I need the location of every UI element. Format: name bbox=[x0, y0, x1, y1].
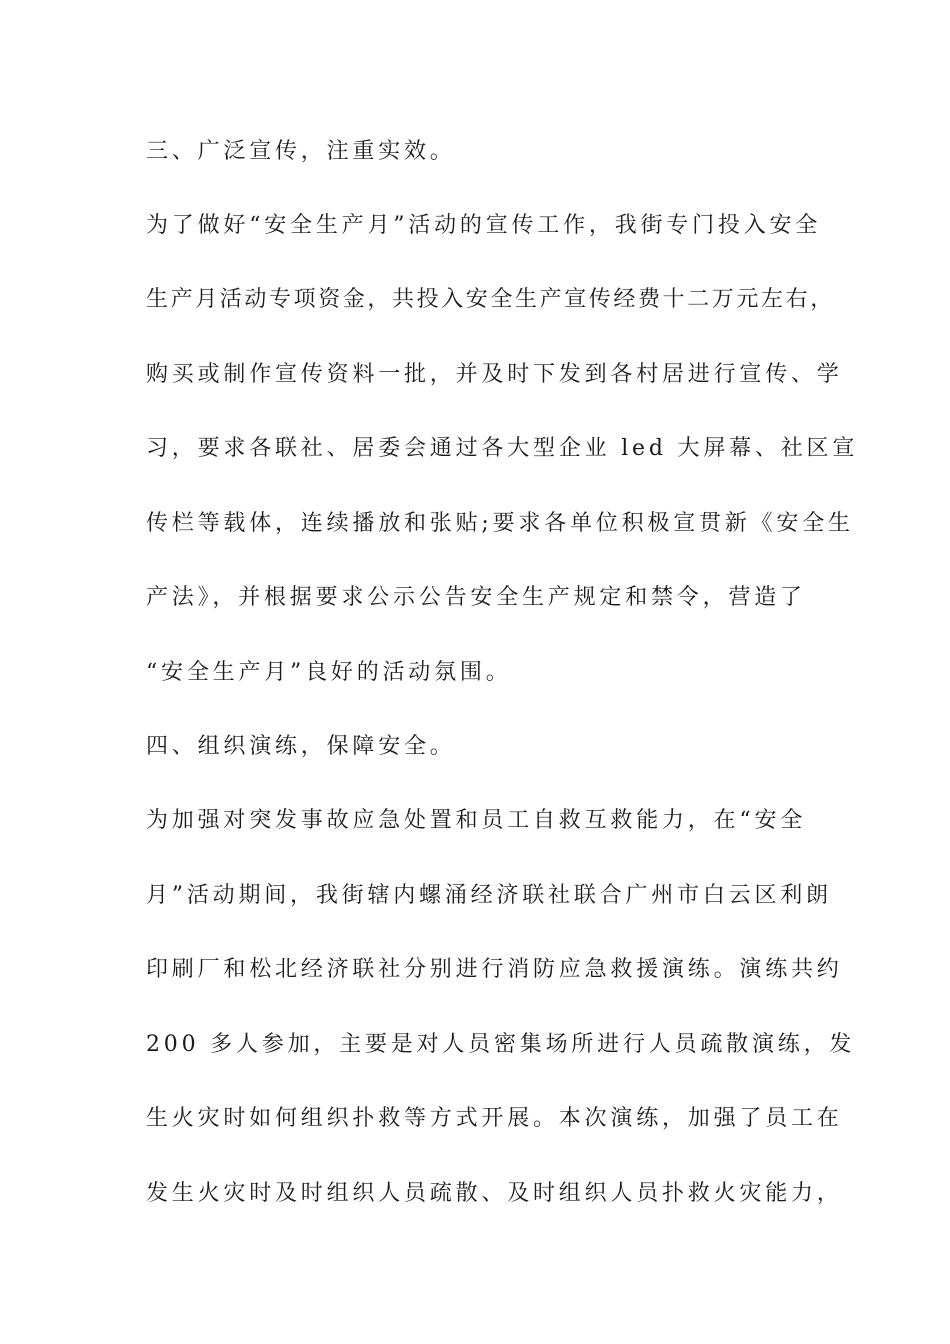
paragraph-line: 购买或制作宣传资料一批，并及时下发到各村居进行宣传、学 bbox=[146, 362, 843, 387]
paragraph-line: 为加强对突发事故应急处置和员工自救互救能力，在“安全 bbox=[146, 808, 807, 833]
paragraph-line: “安全生产月”良好的活动氛围。 bbox=[146, 660, 512, 685]
section-heading-drills: 四、组织演练，保障安全。 bbox=[146, 734, 456, 759]
paragraph-line: 产法》，并根据要求公示公告安全生产规定和禁令，营造了 bbox=[146, 585, 806, 610]
paragraph-line: 月”活动期间，我街辖内螺涌经济联社联合广州市白云区利朗 bbox=[146, 883, 832, 908]
paragraph-line: 为了做好“安全生产月”活动的宣传工作，我街专门投入安全 bbox=[146, 213, 822, 238]
paragraph-line: 200 多人参加，主要是对人员密集场所进行人员疏散演练，发 bbox=[146, 1032, 856, 1057]
paragraph-line: 传栏等载体，连续播放和张贴;要求各单位积极宣贯新《安全生 bbox=[146, 511, 854, 536]
paragraph-line: 生火灾时如何组织扑救等方式开展。本次演练，加强了员工在 bbox=[146, 1106, 843, 1131]
paragraph-line: 习，要求各联社、居委会通过各大型企业 led 大屏幕、社区宣 bbox=[146, 436, 859, 461]
paragraph-line: 印刷厂和松北经济联社分别进行消防应急救援演练。演练共约 bbox=[146, 957, 843, 982]
paragraph-line: 发生火灾时及时组织人员疏散、及时组织人员扑救火灾能力， bbox=[146, 1181, 843, 1206]
section-heading-publicity: 三、广泛宣传，注重实效。 bbox=[146, 139, 456, 164]
paragraph-line: 生产月活动专项资金，共投入安全生产宣传经费十二万元左右， bbox=[146, 287, 835, 312]
